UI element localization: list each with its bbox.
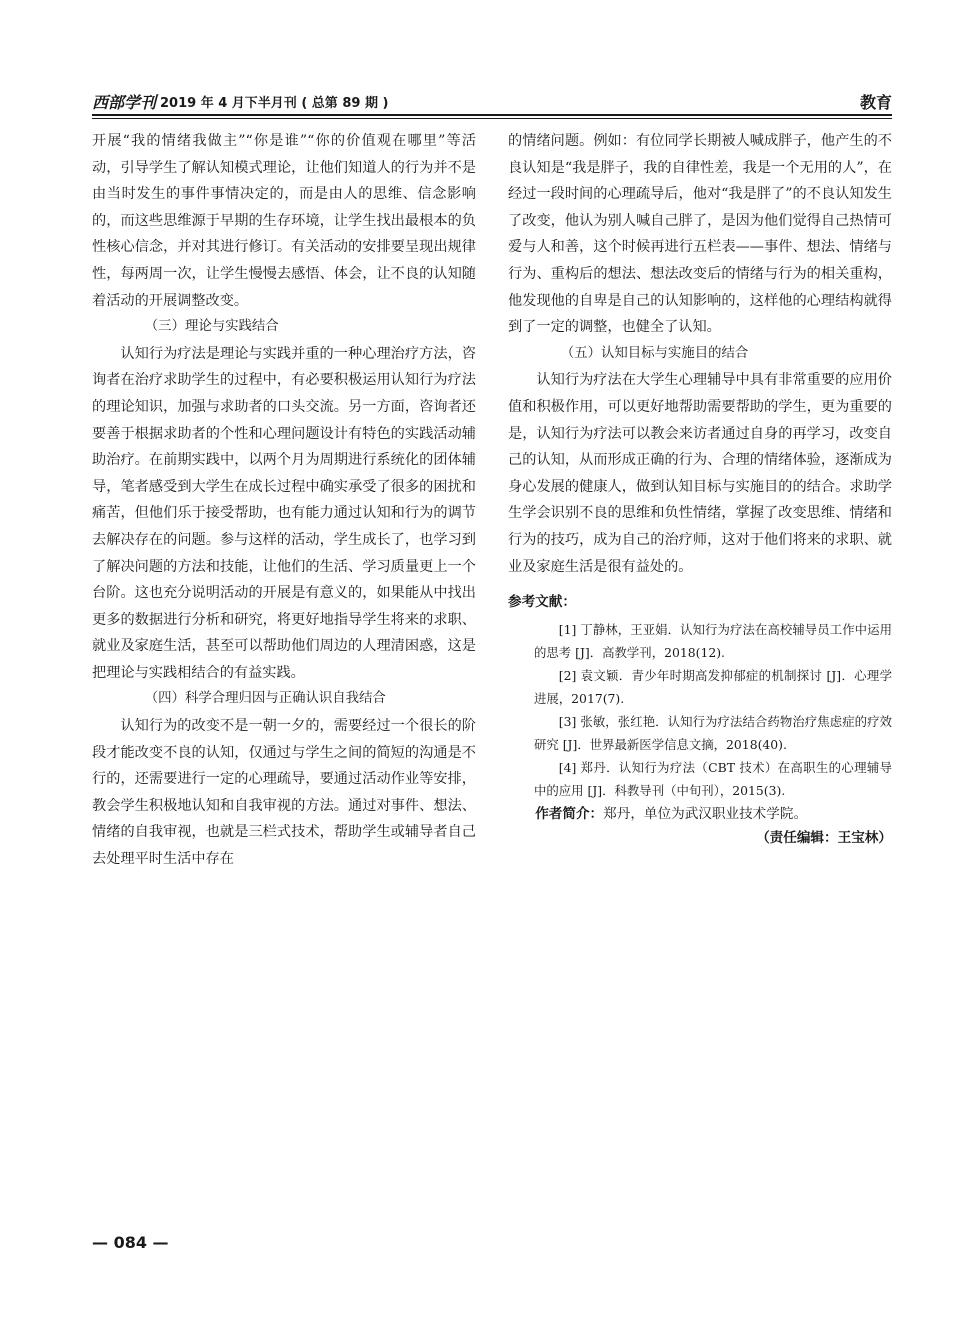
subsection-heading: （五）认知目标与实施目的结合	[560, 345, 749, 361]
author-bio-text: 郑丹，单位为武汉职业技术学院。	[603, 806, 808, 823]
author-bio-label: 作者简介：	[535, 806, 604, 823]
reference-item: [4] 郑丹．认知行为疗法（CBT 技术）在高职生的心理辅导中的应用 [J]．科教导刊（中旬刊），2015(3).	[534, 760, 892, 799]
responsible-editor: （责任编辑：王宝林）	[756, 830, 892, 847]
reference-item: [1] 丁静林，王亚娟．认知行为疗法在高校辅导员工作中运用的思考 [J]．高教学刊，2018(12).	[534, 622, 892, 661]
section-name: 教育	[859, 93, 892, 112]
author-bio	[508, 802, 892, 826]
page-header	[92, 90, 892, 114]
paragraph: 开展“我的情绪我做主”“你是谁”“你的价值观在哪里”等活动，引导学生了解认知模式理论，让他们知道人的行为并不是由当时发生的事件事情决定的，而是由人的思维、信念影响的，而这些思维源于早期的生存环境，让学生找出最根本的负性核心信念，并对其进行修订。有关活动的安排要呈现出规律性，每两周一次，让学生慢慢去感悟、体会，让不良的认知随着活动的开展调整改变。	[92, 133, 476, 309]
paragraph: 认知行为的改变不是一朝一夕的，需要经过一个很长的阶段才能改变不良的认知，仅通过与学生之间的简短的沟通是不行的，还需要进行一定的心理疏导，要通过活动作业等安排，教会学生积极地认知和自我审视的方法。通过对事件、想法、情绪的自我审视，也就是三栏式技术，帮助学生或辅导者自己去处理平时生活中存在	[92, 718, 476, 868]
issue-info: 2019 年 4 月下半月刊 ( 总第 89 期 )	[160, 96, 389, 111]
left-column	[92, 128, 476, 873]
page-number: — 084 —	[92, 1233, 169, 1252]
journal-masthead: 西部学刊	[92, 93, 157, 112]
paragraph: 认知行为疗法是理论与实践并重的一种心理治疗方法，咨询者在治疗求助学生的过程中，有必要积极运用认知行为疗法的理论知识，加强与求助者的口头交流。另一方面，咨询者还要善于根据求助者的个性和心理问题设计有特色的实践活动辅助治疗。在前期实践中，以两个月为周期进行系统化的团体辅导，笔者感受到大学生在成长过程中确实承受了很多的困扰和痛苦，但他们乐于接受帮助，也有能力通过认知和行为的调节去解决存在的问题。参与这样的活动，学生成长了，也学习到了解决问题的方法和技能，让他们的生活、学习质量更上一个台阶。这也充分说明活动的开展是有意义的，如果能从中找出更多的数据进行分析和研究，将更好地指导学生将来的求职、就业及家庭生活，甚至可以帮助他们周边的人理清困惑，这是把理论与实践相结合的有益实践。	[92, 345, 476, 681]
right-column	[508, 128, 892, 850]
paragraph: 的情绪问题。例如：有位同学长期被人喊成胖子，他产生的不良认知是“我是胖子，我的自律性差，我是一个无用的人”，在经过一段时间的心理疏导后，他对“我是胖了”的不良认知发生了改变，他认为别人喊自己胖了，是因为他们觉得自己热情可爱与人和善，这个时候再进行五栏表——事件、想法、情绪与行为、重构后的想法、想法改变后的情绪与行为的相关重构，他发现他的自卑是自己的认知影响的，这样他的心理结构就得到了一定的调整，也健全了认知。	[508, 133, 892, 336]
header-rule-thin	[92, 118, 892, 119]
subsection-heading: （四）科学合理归因与正确认识自我结合	[144, 691, 386, 707]
reference-item: [3] 张敏，张红艳．认知行为疗法结合药物治疗焦虑症的疗效研究 [J]．世界最新医学信息文摘，2018(40).	[534, 714, 892, 753]
reference-item: [2] 袁文颖．青少年时期高发抑郁症的机制探讨 [J]．心理学进展，2017(7).	[534, 668, 892, 707]
paragraph: 认知行为疗法在大学生心理辅导中具有非常重要的应用价值和积极作用，可以更好地帮助需要帮助的学生，更为重要的是，认知行为疗法可以教会来访者通过自身的再学习，改变自己的认知，从而形成正确的行为、合理的情绪体验，逐渐成为身心发展的健康人，做到认知目标与实施目的的结合。求助学生学会识别不良的思维和负性情绪，掌握了改变思维、情绪和行为的技巧，成为自己的治疗师，这对于他们将来的求职、就业及家庭生活是很有益处的。	[508, 372, 892, 575]
subsection-heading: （三）理论与实践结合	[144, 319, 279, 335]
header-rule-thick	[92, 114, 892, 116]
references-heading: 参考文献：	[508, 594, 576, 611]
